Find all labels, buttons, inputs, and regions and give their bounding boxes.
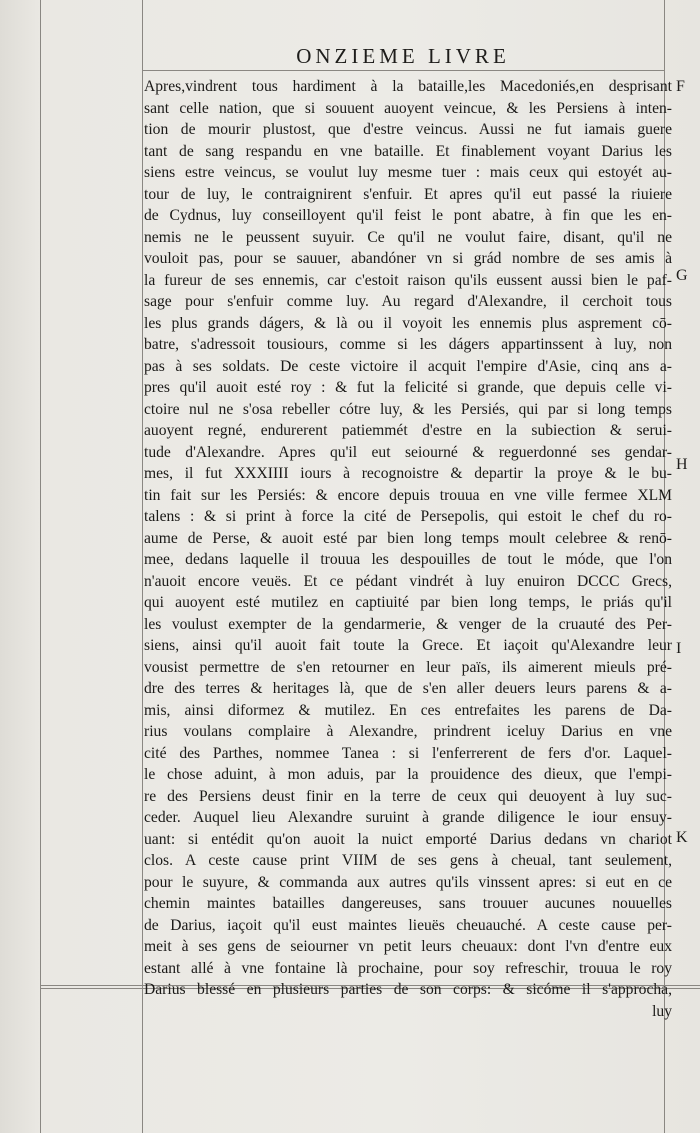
text-line: les plus grands dágers, & là ou il voyoit les ennemis plus asprement cō-: [144, 314, 672, 332]
text-line: batre, s'adressoit tousiours, comme si les dágers appartinssent à luy, non: [144, 336, 672, 353]
catchword: luy: [652, 1002, 672, 1020]
text-line: Apres,vindrent tous hardiment à la bataille,les Macedoniés,en desprisant: [144, 78, 672, 95]
text-block: [144, 76, 672, 1022]
margin-letter-f: F: [676, 78, 685, 95]
text-line: rius voulans complaire à Alexandre, prindrent iceluy Darius en vne: [144, 723, 672, 740]
text-line: le chose aduint, à mon aduis, par la prouidence des dieux, que l'empi-: [144, 766, 672, 783]
text-line: Darius blessé en plusieurs parties de son corps: & sicóme il s'approcha,: [144, 981, 672, 998]
text-line: vousist permettre de s'en retourner en leur païs, ils aimerent mieuls pré-: [144, 658, 672, 676]
text-line: mes, il fut XXXIIII iours à recognoistre & departir la proye & le bu-: [144, 465, 672, 482]
text-line: nemis ne le peussent suyuir. Ce qu'il ne voulut faire, disant, qu'il ne: [144, 228, 672, 246]
text-line: tin fait sur les Persiés: & encore depuis trouua en vne ville fermee XLM: [144, 486, 672, 504]
margin-letter-g: G: [676, 267, 688, 284]
text-line: les voulust exempter de la gendarmerie, & venger de la cruauté des Per-: [144, 615, 672, 633]
text-line: vouloit pas, pour se sauuer, abandóner vn si grád nombre de ses amis à: [144, 250, 672, 267]
text-line: re des Persiens deust finir en la terre de ceux qui deuoyent à luy suc-: [144, 787, 672, 805]
text-line: mee, dedans laquelle il trouua les despouilles de tout le móde, que l'on: [144, 551, 672, 568]
text-line: talens : & si print à force la cité de Persepolis, qui estoit le chef du ro-: [144, 508, 672, 525]
text-line: tant de sang respandu en vne bataille. Et finablement voyant Darius les: [144, 142, 672, 160]
text-line: auoyent regné, endurerent patiemmét d'estre en la subiection & serui-: [144, 422, 672, 439]
margin-letter-h: H: [676, 456, 688, 473]
text-line: chemin maintes batailles dangereuses, sans trouuer aucunes nouuelles: [144, 895, 672, 912]
text-line: estant allé à vne fontaine là prochaine, pour soy refreschir, trouua le roy: [144, 959, 672, 977]
text-line: la fureur de ses ennemis, car c'estoit raison qu'ils eussent aussi bien le paf-: [144, 271, 672, 289]
text-line: de Cydnus, luy conseilloyent qu'il feist le pont abatre, à fin que les en-: [144, 207, 672, 224]
text-line: siens estre veincus, se voulut luy mesme tuer : mais ceux qui estoyét au-: [144, 164, 672, 181]
text-line: cité des Parthes, nommee Tanea : si l'enferrerent de fers d'or. Laquel-: [144, 744, 672, 762]
text-line: tion de mourir plustost, que d'estre veincus. Aussi ne fut iamais guere: [144, 121, 672, 138]
text-line: tude d'Alexandre. Apres qu'il eut seiourné & reguerdonné ses gendar-: [144, 443, 672, 461]
text-line: de Darius, iaçoit qu'il eust maintes lieuës cheuauché. A ceste cause per-: [144, 916, 672, 934]
text-line: ceder. Auquel lieu Alexandre suruint à grande diligence le iour ensuy-: [144, 809, 672, 826]
text-line: pour le suyure, & commanda aux autres qu'ils vinssent apres: si eut en ce: [144, 873, 672, 891]
text-line: sant celle nation, que si souuent auoyent veincue, & les Persiens à inten-: [144, 99, 672, 117]
text-line: pas à ses soldats. De ceste victoire il acquit l'empire d'Asie, cinq ans a-: [144, 357, 672, 375]
text-line: ctoire nul ne s'osa rebeller cótre luy, & les Persiés, qui par si long temps: [144, 400, 672, 418]
text-line: siens, ainsi qu'il auoit fait toute la Grece. Et iaçoit qu'Alexandre leur: [144, 637, 672, 654]
text-line: tour de luy, le contraignirent s'enfuir. Et apres qu'il eut passé la riuiere: [144, 185, 672, 203]
text-line: mis, ainsi diformez & mutilez. En ces entrefaites les parens de Da-: [144, 701, 672, 719]
text-line: qui auoyent esté mutilez en captiuité par bien long temps, le priás qu'il: [144, 594, 672, 611]
text-line: meit à ses gens de seiourner vn petit leurs cheuaux: dont l'vn d'entre eux: [144, 938, 672, 955]
margin-letter-i: I: [676, 640, 682, 657]
text-line: n'auoit encore veuës. Et ce pédant vindrét à luy enuiron DCCC Grecs,: [144, 572, 672, 590]
text-line: pres qu'il auoit esté roy : & fut la felicité si grande, que depuis celle vi-: [144, 379, 672, 396]
text-line: clos. A ceste cause print VIIM de ses gens à cheual, tant seulement,: [144, 852, 672, 869]
running-head: ONZIEME LIVRE: [296, 44, 510, 68]
left-inner-rule: [142, 0, 143, 1133]
text-line: uant: si entédit qu'on auoit la nuict emporté Darius dedans vn chariot: [144, 830, 672, 848]
header-rule: [142, 70, 665, 71]
text-line: sage pour s'enfuir comme luy. Au regard d'Alexandre, il cerchoit tous: [144, 293, 672, 310]
margin-letter-k: K: [676, 829, 688, 846]
text-line: dre des terres & heritages là, que de s'en aller deuers leurs parens & a-: [144, 680, 672, 697]
text-line: aume de Perse, & auoit esté par bien long temps moult celebree & renō-: [144, 529, 672, 547]
left-outer-rule: [40, 0, 41, 1133]
